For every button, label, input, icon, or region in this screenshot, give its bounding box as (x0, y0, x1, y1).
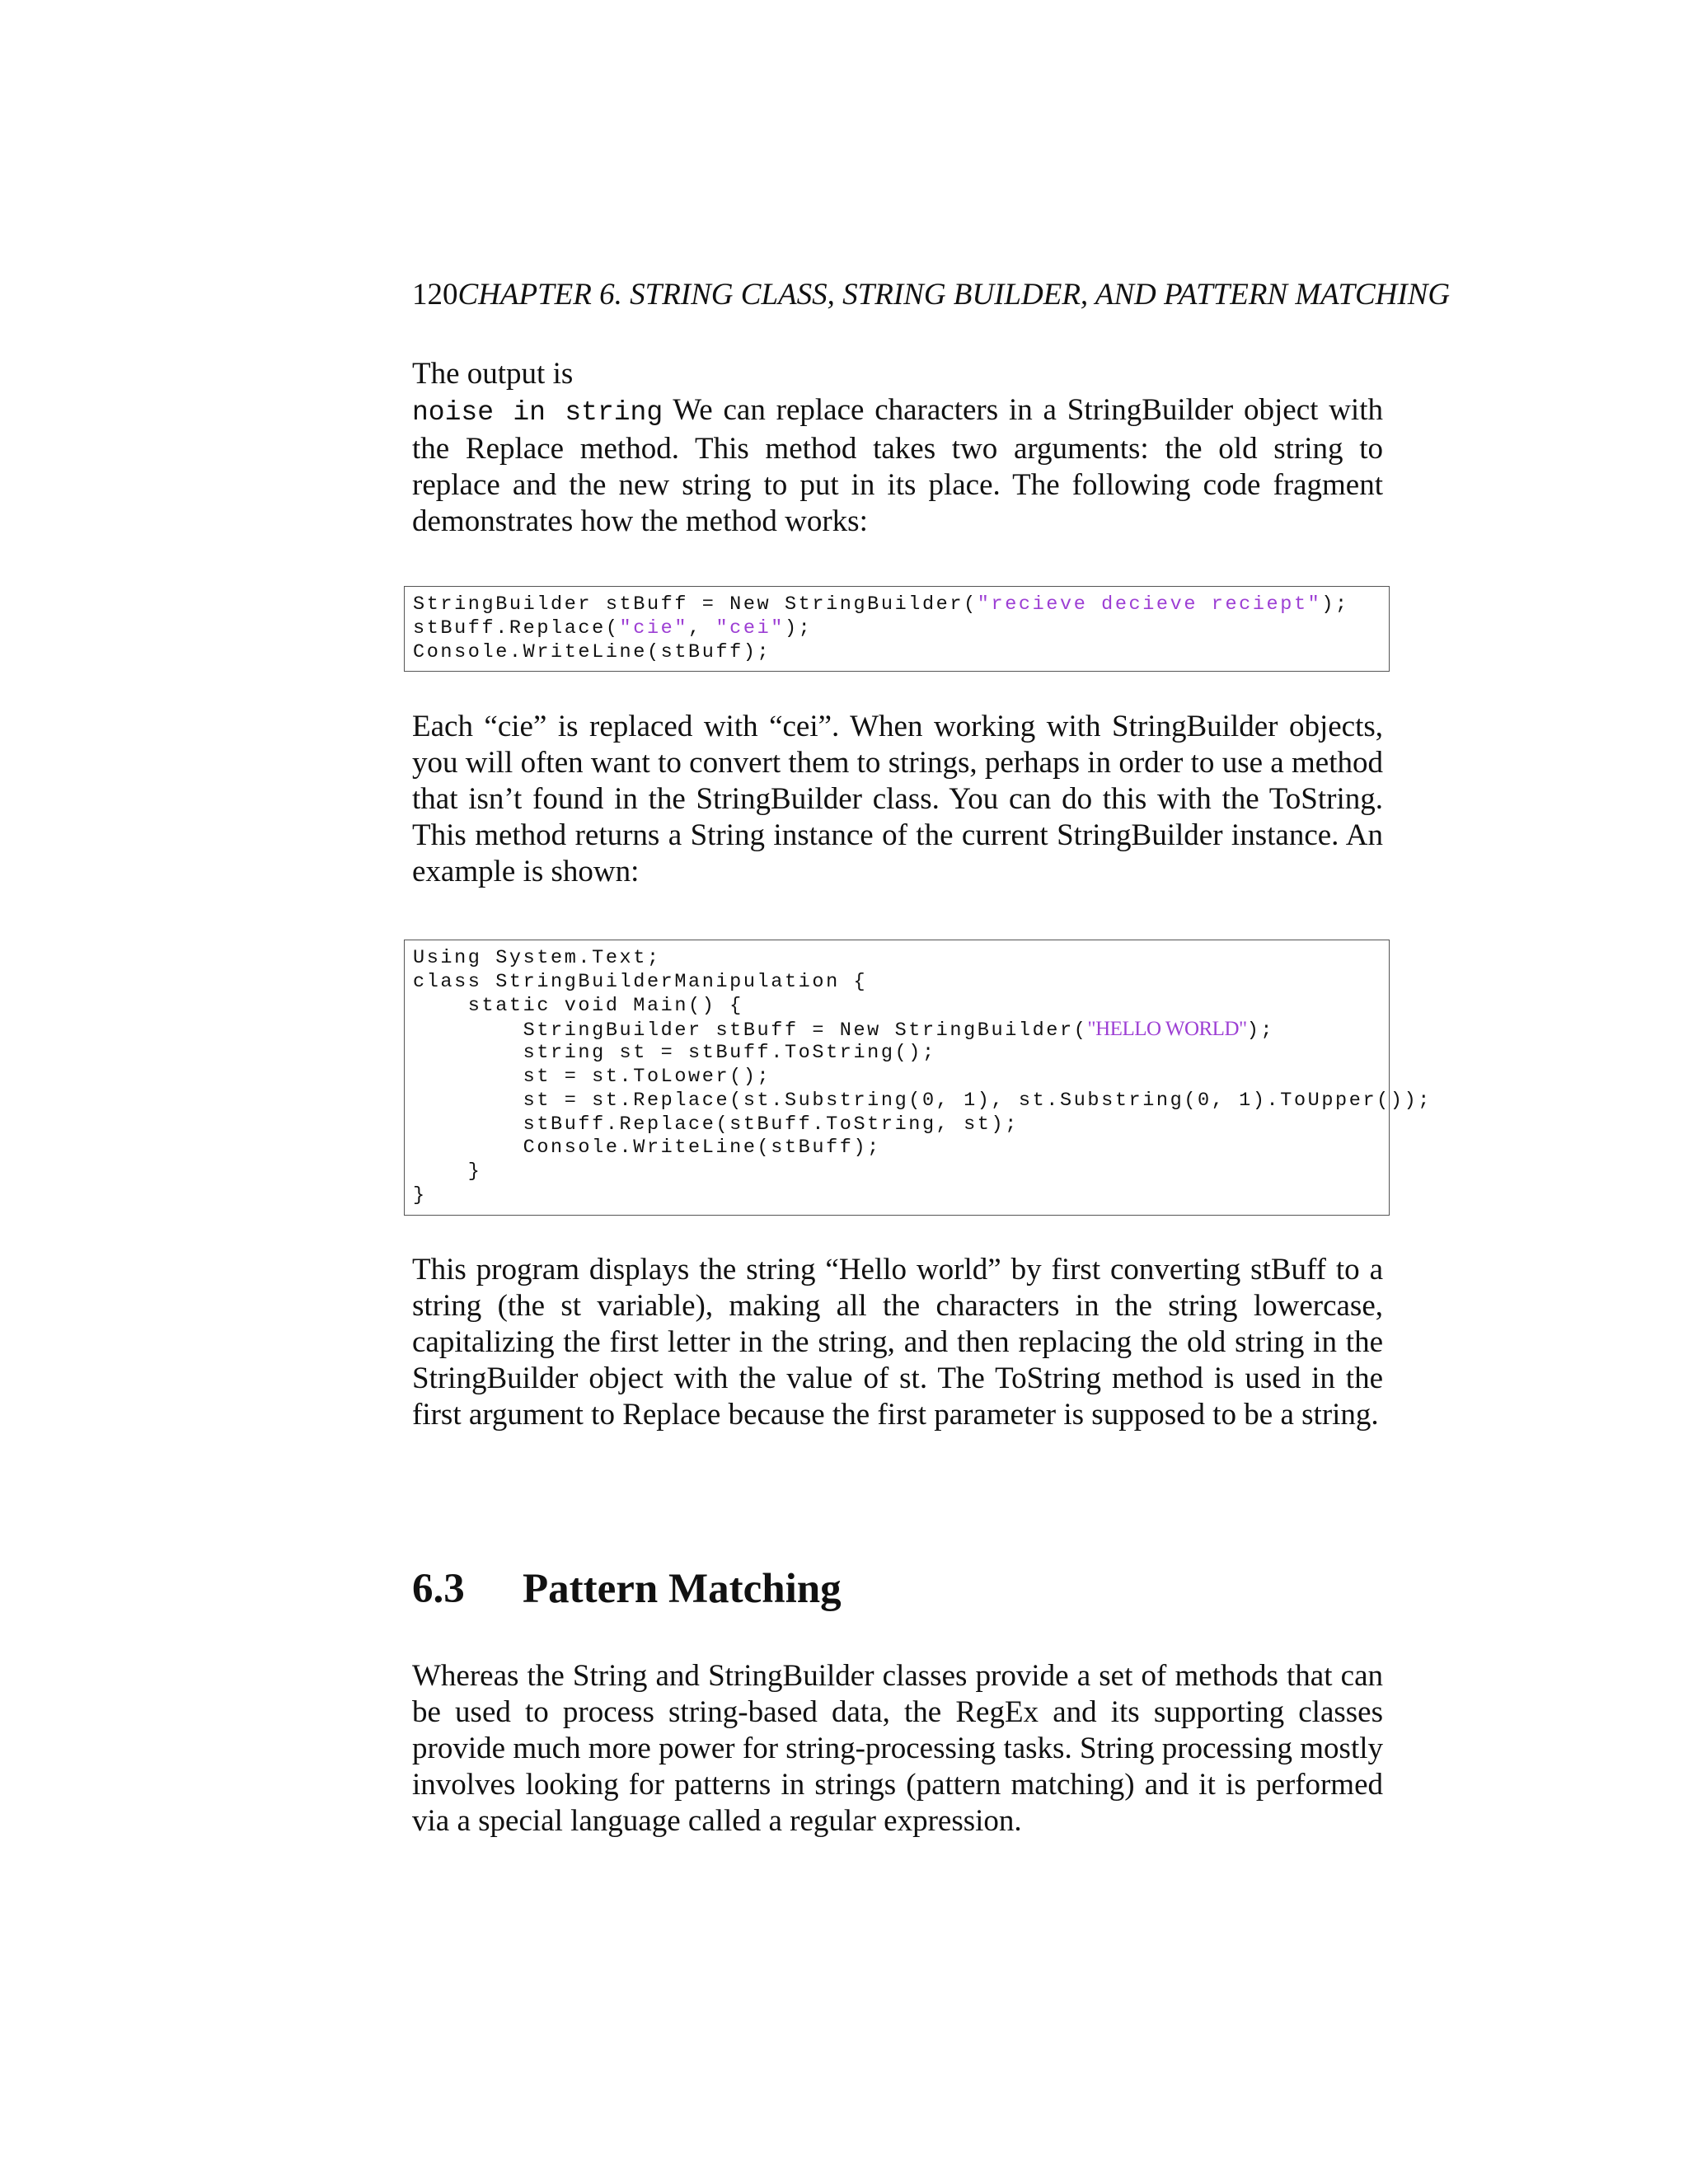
replace-method-text (412, 392, 1383, 540)
code-line: stBuff.Replace(stBuff.ToString, st); (413, 1113, 1019, 1136)
string-literal: "recieve decieve reciept" (977, 593, 1322, 616)
paragraph-text: Whereas the String and StringBuilder classes provide a set of methods that can be used to process string-based data, the RegEx and its supporting classes provide much more power for string-processing tasks. String processing mostly involves looking for patterns in strings (pattern matching) and it is performed via a special language called a regular expression. (412, 1659, 1383, 1838)
code-line: } (413, 1183, 427, 1207)
code-text: StringBuilder stBuff = New StringBuilder( (413, 1019, 1088, 1043)
code-line: string st = stBuff.ToString(); (413, 1042, 936, 1065)
chapter-title: CHAPTER 6. STRING CLASS, STRING BUILDER, AND PATTERN MATCHING (457, 278, 1451, 312)
string-literal: "HELLO WORLD" (1087, 1018, 1247, 1041)
code-line (413, 1018, 1381, 1042)
section-number: 6.3 (412, 1566, 465, 1612)
code-text: stBuff.Replace( (413, 616, 620, 640)
code-text: ); (784, 616, 813, 640)
code-line (413, 593, 1381, 617)
code-line: static void Main() { (413, 994, 743, 1017)
code-line: st = st.ToLower(); (413, 1065, 771, 1088)
string-literal: "cie" (619, 616, 689, 640)
code-text: ); (1246, 1019, 1275, 1043)
code-listing-replace (404, 586, 1390, 672)
code-text: ); (1321, 593, 1349, 616)
code-text: StringBuilder stBuff = New StringBuilder( (413, 593, 978, 616)
code-line: Console.WriteLine(stBuff); (413, 640, 771, 663)
paragraph-tostring-intro (412, 709, 1383, 890)
page-number: 120 (412, 278, 458, 312)
paragraph-text: Each “cie” is replaced with “cei”. When working with StringBuilder objects, you will often want to convert them to strings, perhaps in order to use a method that isn’t found in the StringBuilder class. You can do this with the ToString. This method returns a String instance of the current StringBuilder instance. An example is shown: (412, 710, 1383, 888)
replace-method-description: We can replace characters in a StringBuilder object with the Replace method. This method takes two arguments: the old string to replace and the new string to put in its place. The following code fragment demonstrates how the method works: (412, 393, 1383, 538)
code-line: } (413, 1160, 482, 1183)
code-line: class StringBuilderManipulation { (413, 970, 868, 993)
code-line (413, 617, 1381, 641)
paragraph-pattern-matching-intro (412, 1658, 1383, 1840)
running-header (412, 276, 1550, 314)
paragraph-text: This program displays the string “Hello world” by first converting stBuff to a string (the st variable), making all the characters in the string lowercase, capitalizing the first letter in the string, and then replacing the old string in the StringBuilder object with the value of st. The ToString method is used in the first argument to Replace because the first parameter is supposed to be a string. (412, 1253, 1383, 1432)
code-text: , (688, 616, 716, 640)
section-heading (412, 1563, 1383, 1615)
code-line: Console.WriteLine(stBuff); (413, 1137, 881, 1160)
code-line: st = st.Replace(st.Substring(0, 1), st.Substring(0, 1).ToUpper()); (413, 1089, 1432, 1112)
inline-code-output: noise in string (412, 397, 663, 428)
paragraph-output-intro (412, 356, 1383, 540)
code-listing-stringbuilder-manipulation (404, 940, 1432, 1216)
string-literal: "cei" (715, 616, 785, 640)
output-label: The output is (412, 357, 574, 391)
paragraph-program-explanation (412, 1252, 1383, 1433)
code-line: Using System.Text; (413, 947, 661, 969)
section-title: Pattern Matching (523, 1566, 842, 1612)
